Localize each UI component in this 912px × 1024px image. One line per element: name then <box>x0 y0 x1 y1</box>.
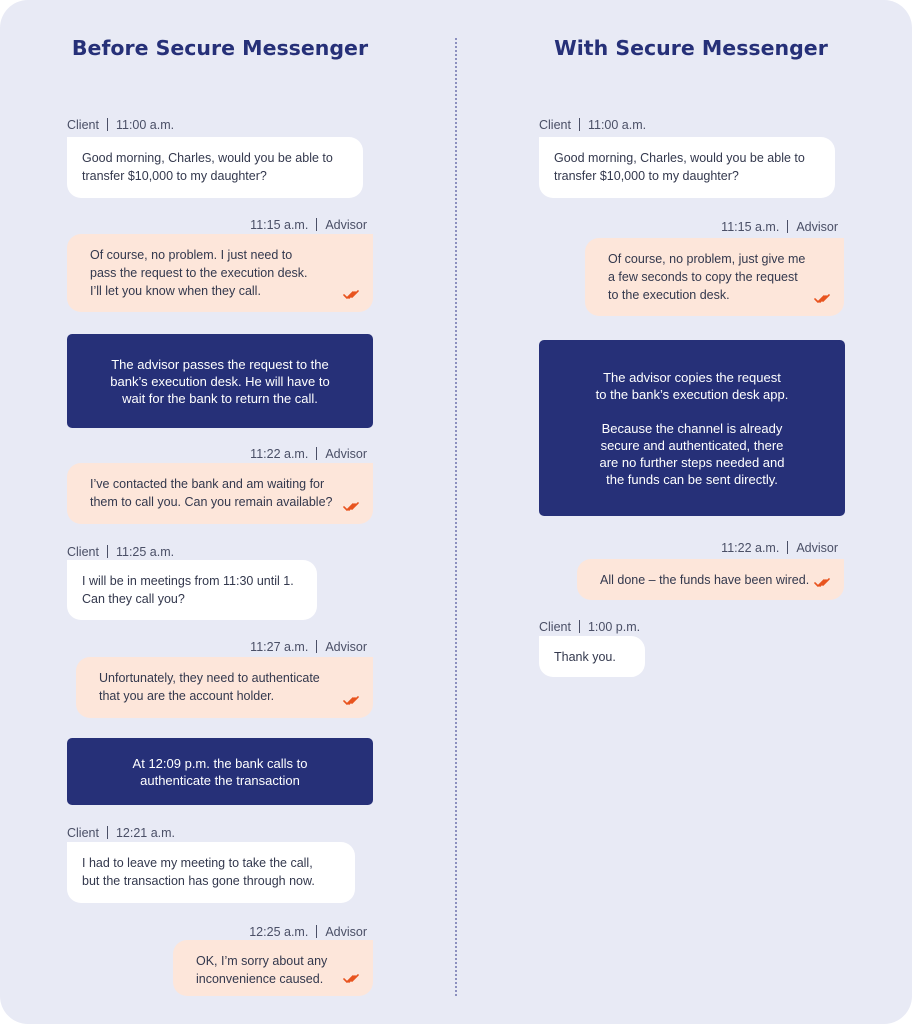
message-meta <box>249 924 367 940</box>
message-time: 11:22 a.m. <box>250 447 309 461</box>
message-text: Good morning, Charles, would you be able to transfer $10,000 to my daughter? <box>82 151 333 183</box>
message-text: Thank you. <box>554 650 616 664</box>
advisor-message-bubble <box>577 559 844 600</box>
sender-label: Client <box>67 826 99 840</box>
sender-label: Advisor <box>325 640 367 654</box>
message-text: Good morning, Charles, would you be able to transfer $10,000 to my daughter? <box>554 151 805 183</box>
left-column-title: Before Secure Messenger <box>71 36 369 60</box>
message-meta <box>250 639 367 655</box>
message-text: Of course, no problem. I just need to pass the request to the execution desk. I’ll let you know when they call. <box>90 248 308 298</box>
meta-separator <box>787 220 788 233</box>
message-text: The advisor copies the request to the bank’s execution desk app. Because the channel is already secure and authenticated, there are no further steps needed and the funds can be sent directly. <box>595 369 789 487</box>
meta-separator <box>107 826 108 839</box>
message-time: 11:00 a.m. <box>115 118 175 132</box>
message-meta <box>67 544 174 560</box>
message-time: 11:22 a.m. <box>721 541 780 555</box>
message-text: OK, I’m sorry about any inconvenience caused. <box>196 954 328 986</box>
sender-label: Advisor <box>325 447 367 461</box>
sender-label: Advisor <box>325 218 367 232</box>
message-text: I will be in meetings from 11:30 until 1. Can they call you? <box>82 574 294 606</box>
sender-label: Advisor <box>325 925 367 939</box>
system-note <box>539 340 845 516</box>
message-text: All done – the funds have been wired. <box>600 573 810 587</box>
meta-separator <box>316 640 317 653</box>
message-time: 12:25 a.m. <box>249 925 309 939</box>
message-text: At 12:09 p.m. the bank calls to authenticate the transaction <box>132 755 308 788</box>
sender-label: Advisor <box>796 220 838 234</box>
sender-label: Advisor <box>796 541 838 555</box>
client-message-bubble <box>67 137 363 198</box>
message-text: The advisor passes the request to the bank’s execution desk. He will have to wait for the bank to return the call. <box>110 356 330 406</box>
message-meta <box>67 825 175 841</box>
advisor-message-bubble <box>67 463 373 524</box>
column-divider <box>455 38 457 996</box>
message-meta <box>721 219 838 235</box>
message-text: Of course, no problem, just give me a few seconds to copy the request to the execution desk. <box>608 252 806 302</box>
message-time: 12:21 a.m. <box>115 826 176 840</box>
meta-separator <box>787 541 788 554</box>
advisor-message-bubble <box>585 238 844 316</box>
sender-label: Client <box>539 620 571 634</box>
sender-label: Client <box>67 118 99 132</box>
message-time: 11:27 a.m. <box>250 640 309 654</box>
sender-label: Client <box>67 545 99 559</box>
message-meta <box>67 117 174 133</box>
message-time: 11:15 a.m. <box>721 220 780 234</box>
double-check-icon <box>343 290 359 300</box>
client-message-bubble <box>67 842 355 903</box>
message-text: I’ve contacted the bank and am waiting for them to call you. Can you remain available? <box>90 477 333 509</box>
message-time: 11:25 a.m. <box>115 545 175 559</box>
double-check-icon <box>343 974 359 984</box>
message-meta <box>250 217 367 233</box>
message-time: 1:00 p.m. <box>587 620 641 634</box>
advisor-message-bubble <box>173 940 373 996</box>
message-text: I had to leave my meeting to take the call, but the transaction has gone through now. <box>82 856 315 888</box>
double-check-icon <box>343 696 359 706</box>
client-message-bubble <box>67 560 317 620</box>
meta-separator <box>579 620 580 633</box>
client-message-bubble <box>539 636 645 677</box>
meta-separator <box>316 925 317 938</box>
client-message-bubble <box>539 137 835 198</box>
double-check-icon <box>814 294 830 304</box>
meta-separator <box>107 118 108 131</box>
message-time: 11:15 a.m. <box>250 218 309 232</box>
meta-separator <box>316 218 317 231</box>
double-check-icon <box>814 578 830 588</box>
advisor-message-bubble <box>76 657 373 718</box>
message-meta <box>539 619 640 635</box>
message-time: 11:00 a.m. <box>587 118 647 132</box>
right-column-title: With Secure Messenger <box>554 36 828 60</box>
double-check-icon <box>343 502 359 512</box>
message-meta <box>250 446 367 462</box>
system-note <box>67 334 373 428</box>
message-text: Unfortunately, they need to authenticate that you are the account holder. <box>99 671 320 703</box>
message-meta <box>539 117 646 133</box>
system-note <box>67 738 373 805</box>
sender-label: Client <box>539 118 571 132</box>
message-meta <box>721 540 838 556</box>
meta-separator <box>579 118 580 131</box>
meta-separator <box>107 545 108 558</box>
advisor-message-bubble <box>67 234 373 312</box>
meta-separator <box>316 447 317 460</box>
